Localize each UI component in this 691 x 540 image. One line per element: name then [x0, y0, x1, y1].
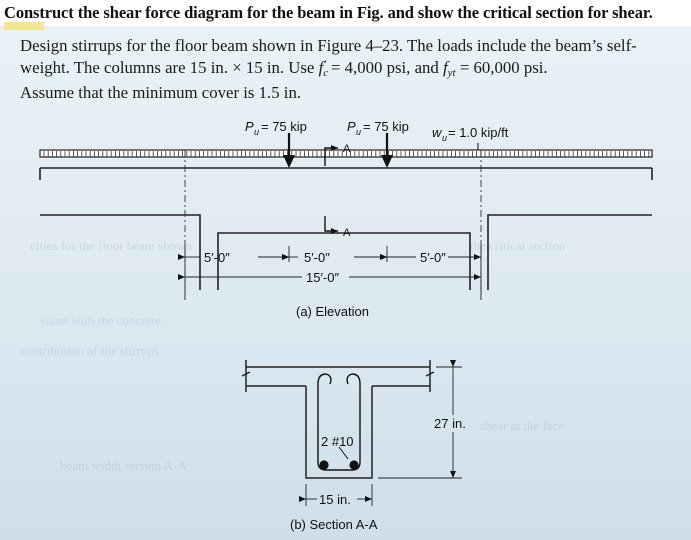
- fc-value: = 4,000 psi, and: [326, 58, 443, 77]
- section-mark-bottom: A: [343, 227, 351, 239]
- background-bleed-text: [20, 238, 566, 473]
- section-mark-top: A: [343, 143, 351, 155]
- rebar-right: [349, 460, 358, 469]
- dist-load-value: = 1.0 kip/ft: [448, 125, 509, 140]
- fyt-value: = 60,000 psi.: [455, 58, 548, 77]
- section-cut-bottom: [325, 216, 351, 239]
- dist-load-symbol: w: [432, 125, 442, 140]
- svg-text:beam width section A-A: beam width section A-A: [60, 458, 187, 473]
- elevation-drawing: [40, 119, 652, 319]
- svg-text:cities for the floor beam show: cities for the floor beam shown: [30, 238, 193, 253]
- fyt-subscript: yt: [447, 67, 456, 79]
- stirrup: [318, 374, 360, 470]
- section-outline: [242, 360, 434, 478]
- svg-text:shear at the face: shear at the face: [480, 418, 565, 433]
- point-load-2: [347, 119, 409, 168]
- dim-right: 5′-0″: [420, 250, 446, 265]
- dim-middle: 5′-0″: [304, 250, 330, 265]
- bars-label: 2 #10: [321, 434, 354, 449]
- dist-load-sub: u: [442, 133, 448, 143]
- load-2-sub: u: [356, 127, 362, 137]
- problem-line-3: Assume that the minimum cover is 1.5 in.: [20, 83, 302, 102]
- question-heading: Construct the shear force diagram for the beam in Fig. and show the critical section for shear.: [4, 3, 653, 22]
- fc-prime: ′: [324, 57, 327, 71]
- fyt-symbol: f: [443, 58, 448, 77]
- point-load-1: [245, 119, 307, 168]
- section-caption: (b) Section A-A: [290, 517, 378, 532]
- dim-total: 15′-0″: [306, 270, 340, 285]
- load-1-label: P: [245, 119, 254, 134]
- fc-subscript: c: [323, 67, 329, 79]
- load-2-value: = 75 kip: [363, 119, 409, 134]
- load-1-value: = 75 kip: [261, 119, 307, 134]
- width-label: 15 in.: [319, 492, 351, 507]
- svg-text:contribution of the stirrups: contribution of the stirrups: [20, 343, 160, 358]
- elevation-caption: (a) Elevation: [296, 304, 369, 319]
- rebar-left: [319, 460, 328, 469]
- load-2-label: P: [347, 119, 356, 134]
- problem-line-2-start: weight. The columns are 15 in. × 15 in. Use: [20, 58, 319, 77]
- section-drawing: [242, 360, 466, 532]
- dim-left: 5′-0″: [204, 250, 230, 265]
- load-1-sub: u: [254, 127, 260, 137]
- svg-text:the critical section: the critical section: [470, 238, 566, 253]
- distributed-load-label: [432, 125, 509, 150]
- fc-symbol: f: [318, 58, 324, 77]
- svg-text:value with the concrete: value with the concrete: [40, 313, 161, 328]
- depth-label: 27 in.: [434, 416, 466, 431]
- problem-line-1: Design stirrups for the floor beam shown in Figure 4–23. The loads include the beam’s self-: [20, 36, 637, 55]
